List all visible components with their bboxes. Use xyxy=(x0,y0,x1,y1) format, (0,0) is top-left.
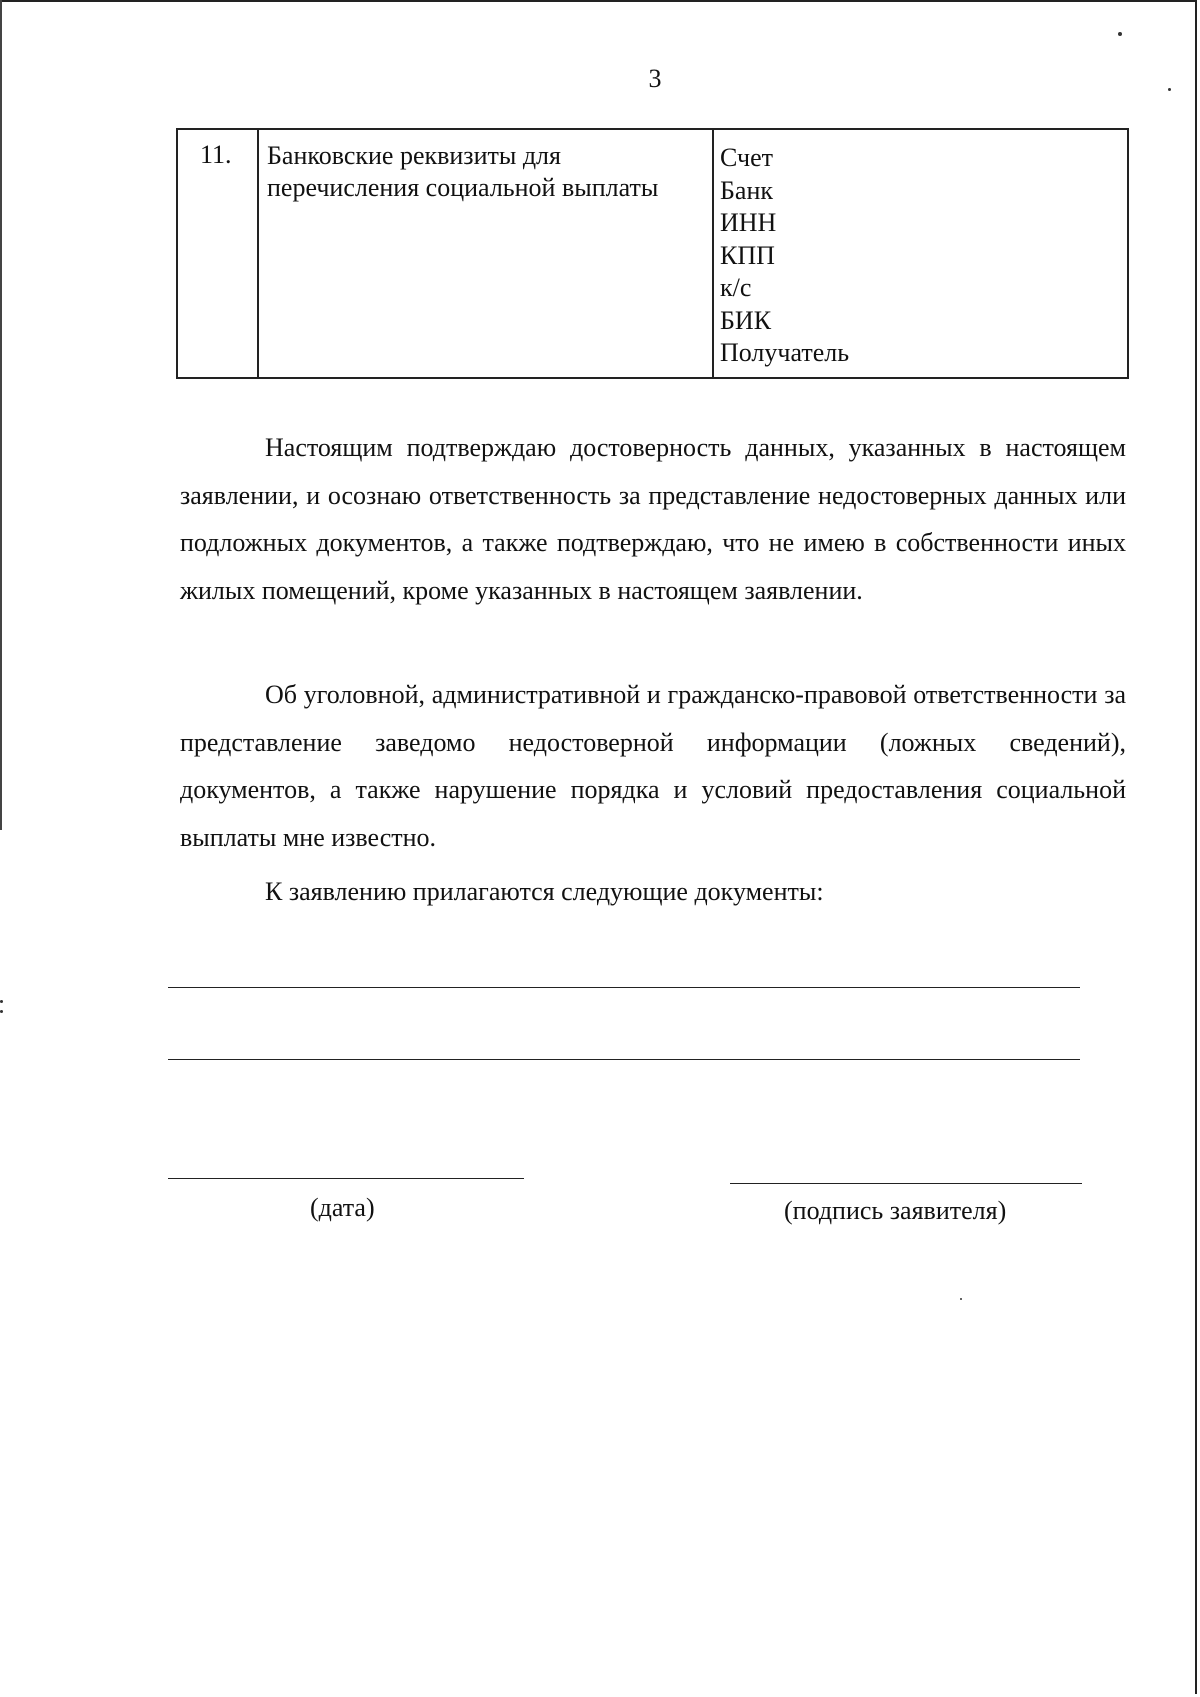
row-label: Банковские реквизиты для перечисления социальной выплаты xyxy=(267,141,659,202)
signature-caption: (подпись заявителя) xyxy=(784,1196,1007,1225)
scan-speck xyxy=(1168,88,1171,91)
scan-speck xyxy=(0,1010,3,1013)
confirmation-paragraph xyxy=(180,424,1126,614)
row-number: 11. xyxy=(200,140,232,169)
liability-paragraph xyxy=(180,671,1126,861)
attachments-paragraph xyxy=(180,868,1126,916)
field-kpp: КПП xyxy=(720,240,775,270)
field-inn: ИНН xyxy=(720,208,777,237)
page-number: 3 xyxy=(648,64,662,93)
date-line xyxy=(168,1178,524,1179)
field-bik: БИК xyxy=(720,305,772,335)
scan-edge xyxy=(0,0,2,830)
attachment-line xyxy=(168,987,1080,988)
table-divider xyxy=(712,130,714,377)
field-corr-account: к/с xyxy=(720,273,752,302)
bank-details-table xyxy=(176,128,1129,379)
attachment-line xyxy=(168,1059,1080,1060)
scan-speck xyxy=(1118,32,1122,36)
bank-fields-list xyxy=(720,142,849,370)
signature-line xyxy=(730,1183,1082,1184)
table-divider xyxy=(257,130,259,377)
field-account: Счет xyxy=(720,143,773,172)
paragraph-text: К заявлению прилагаются следующие документы: xyxy=(265,877,824,906)
paragraph-text: Об уголовной, административной и гражданско-правовой ответственности за представление заведомо недостоверной информации (ложных сведений), документов, а также нарушение порядка и условий предоставления социальной выплаты мне известно. xyxy=(180,680,1126,852)
field-recipient: Получатель xyxy=(720,338,850,367)
field-bank: Банк xyxy=(720,175,774,205)
date-caption: (дата) xyxy=(310,1193,375,1222)
scan-speck xyxy=(960,1298,962,1300)
paragraph-text: Настоящим подтверждаю достоверность данных, указанных в настоящем заявлении, и осознаю ответственность за представление недостоверных данных или подложных документов, а также подтверждаю, что не имею в собственности иных жилых помещений, кроме указанных в настоящем заявлении. xyxy=(180,433,1126,605)
scan-speck xyxy=(0,1000,3,1003)
